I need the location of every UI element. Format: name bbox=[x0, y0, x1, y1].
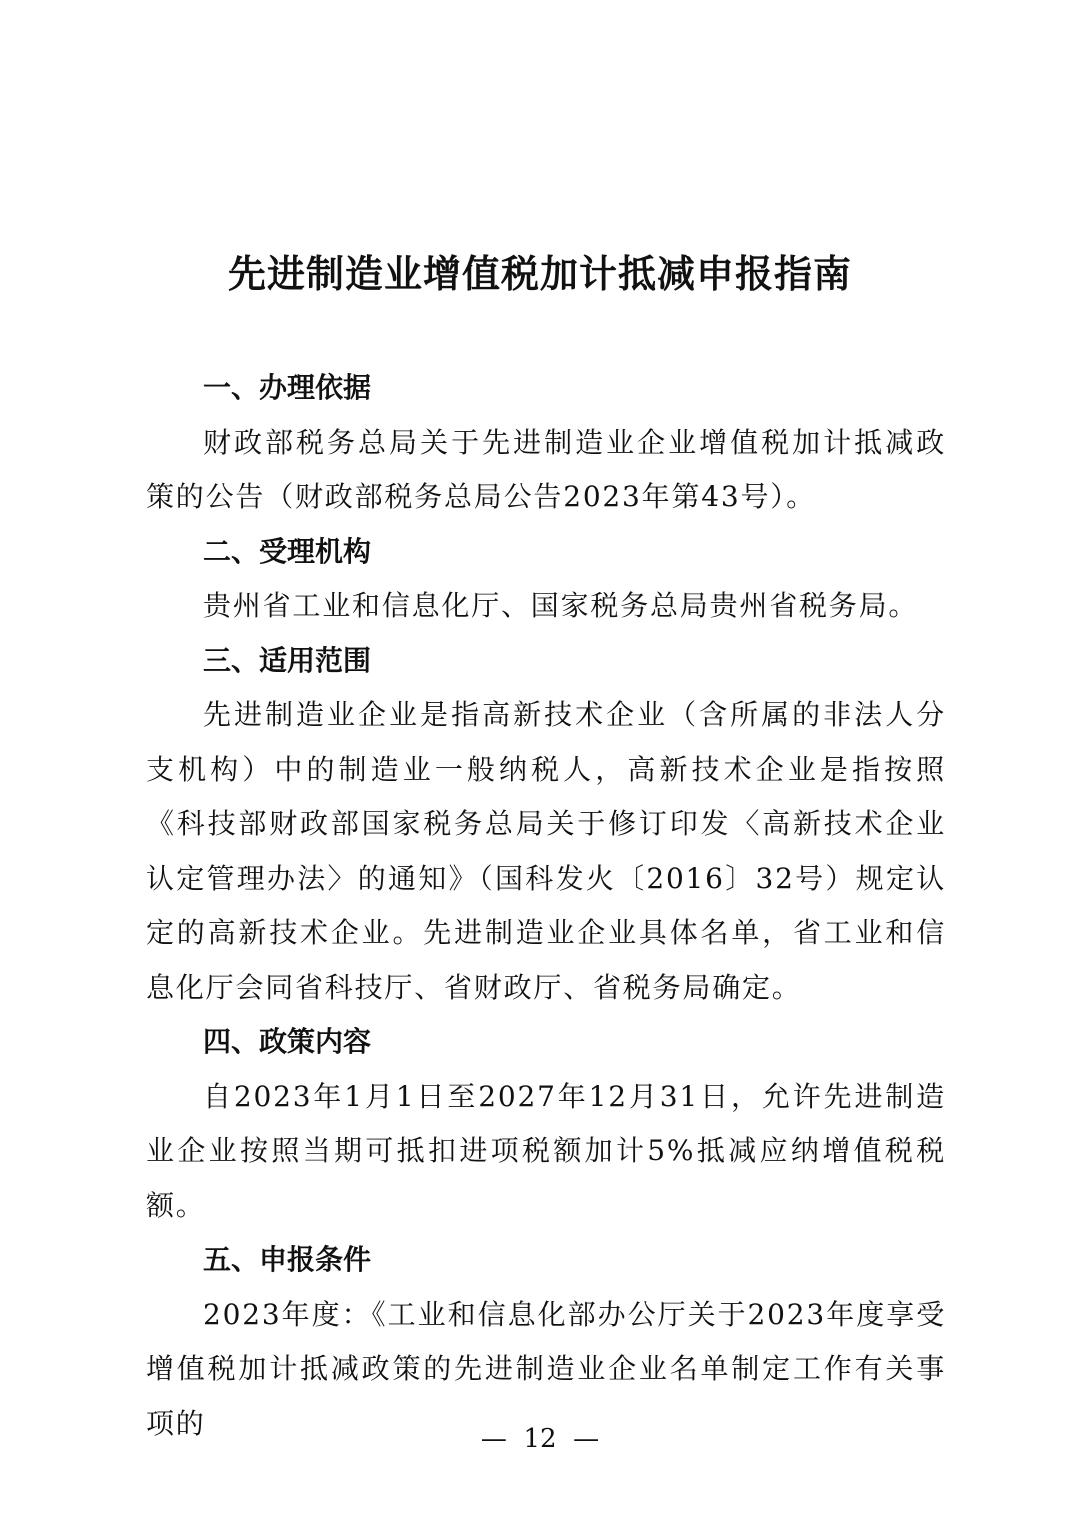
page-title: 先进制造业增值税加计抵减申报指南 bbox=[227, 252, 852, 296]
section-agency bbox=[146, 525, 946, 634]
section-paragraph: 贵州省工业和信息化厅、国家税务总局贵州省税务局。 bbox=[203, 589, 919, 622]
dash-left: — bbox=[480, 1424, 507, 1454]
section-scope bbox=[146, 634, 946, 1016]
section-policy bbox=[146, 1015, 946, 1233]
section-paragraph: 财政部税务总局关于先进制造业企业增值税加计抵减政策的公告（财政部税务总局公告2023年第43号）。 bbox=[146, 425, 946, 513]
section-heading: 二、受理机构 bbox=[203, 534, 372, 568]
section-paragraph: 自2023年1月1日至2027年12月31日，允许先进制造业企业按照当期可抵扣进项税额加计5%抵减应纳增值税税额。 bbox=[146, 1079, 946, 1222]
section-heading: 四、政策内容 bbox=[203, 1025, 372, 1058]
section-heading: 一、办理依据 bbox=[203, 371, 372, 404]
section-paragraph: 先进制造业企业是指高新技术企业（含所属的非法人分支机构）中的制造业一般纳税人，高新技术企业是指按照《科技部财政部国家税务总局关于修订印发〈高新技术企业认定管理办法〉的通知》（国科发火〔2016〕32号）规定认定的高新技术企业。先进制造业企业具体名单，省工业和信息化厅会同省科技厅、省财政厅、省税务局确定。 bbox=[146, 698, 946, 1004]
section-paragraph: 2023年度：《工业和信息化部办公厅关于2023年度享受增值税加计抵减政策的先进制造业企业名单制定工作有关事项的 bbox=[146, 1297, 946, 1440]
document-body bbox=[146, 361, 946, 1451]
section-heading: 五、申报条件 bbox=[203, 1243, 372, 1276]
section-basis bbox=[146, 361, 946, 525]
section-heading: 三、适用范围 bbox=[203, 643, 372, 677]
page-number-footer bbox=[0, 1419, 1080, 1459]
dash-right: — bbox=[573, 1424, 600, 1454]
page-number: 12 bbox=[523, 1424, 557, 1454]
